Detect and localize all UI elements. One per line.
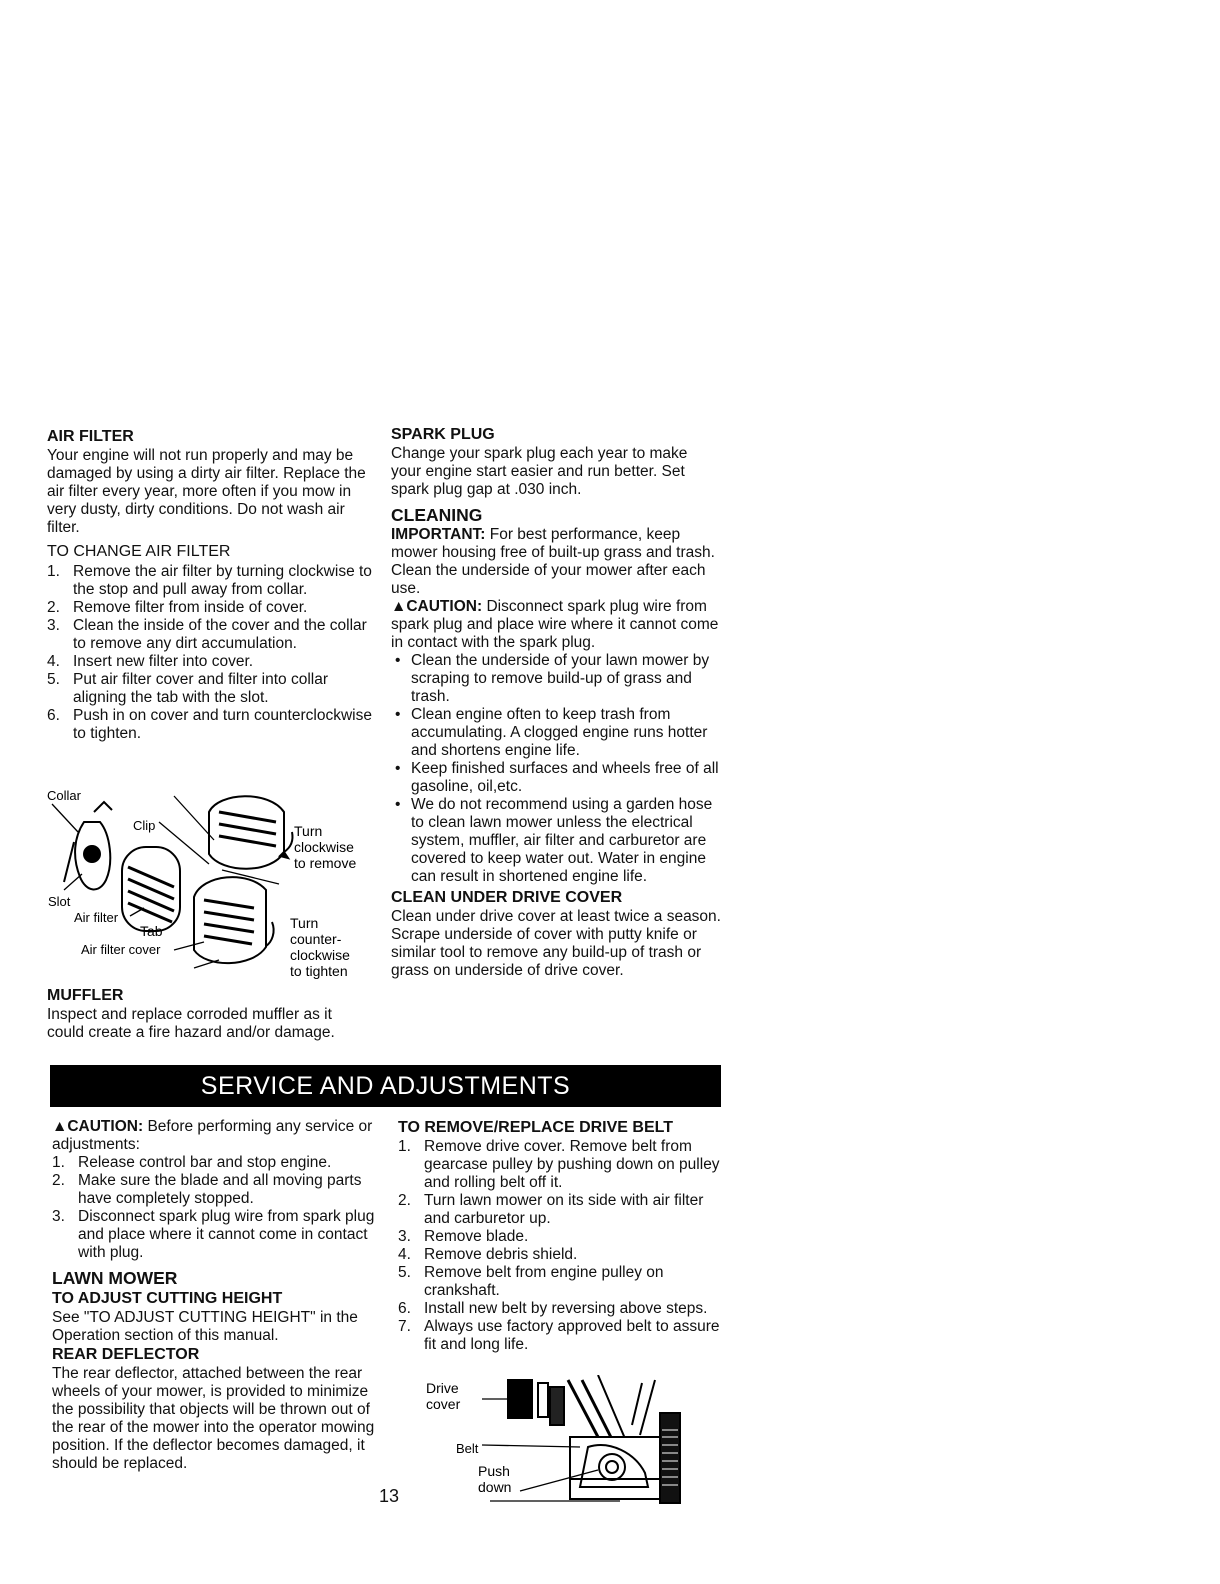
list-item (391, 706, 721, 760)
bullet-icon: • (395, 652, 401, 669)
list-item (52, 1172, 377, 1208)
muffler-heading: MUFFLER (47, 987, 124, 1004)
step-number: 1. (398, 1138, 411, 1155)
air-filter-diagram (44, 782, 374, 982)
bullet-text: Clean engine often to keep trash from accumulating. A clogged engine runs hotter and shortens engine life. (411, 706, 708, 759)
step-number: 2. (47, 599, 60, 616)
step-text: Remove debris shield. (424, 1246, 578, 1263)
caution-label: CAUTION: (67, 1118, 144, 1135)
list-item (391, 760, 721, 796)
list-item (391, 796, 721, 886)
list-item (398, 1192, 720, 1228)
rear-deflector-body: The rear deflector, attached between the rear wheels of your mower, is provided to minimize the possibility that objects will be thrown out of the rear of the mower into the operator mowing position. If the deflector becomes damaged, it should be replaced. (52, 1365, 375, 1472)
list-item (398, 1228, 720, 1246)
left-column-upper (47, 427, 373, 743)
label-turn-tighten-3: clockwise (290, 947, 350, 963)
step-text: Release control bar and stop engine. (78, 1154, 332, 1171)
step-text: Put air filter cover and filter into collar aligning the tab with the slot. (73, 671, 328, 706)
step-text: Push in on cover and turn counterclockwise to tighten. (73, 707, 372, 742)
cleaning-bullets (391, 652, 721, 886)
list-item (47, 599, 373, 617)
left-column-lower (52, 1118, 377, 1473)
label-air-filter: Air filter (74, 910, 119, 925)
step-text: Turn lawn mower on its side with air filter and carburetor up. (424, 1192, 704, 1227)
label-down: down (478, 1479, 512, 1495)
list-item (398, 1138, 720, 1192)
label-turn-tighten-1: Turn (290, 915, 319, 931)
label-turn-remove-3: to remove (294, 855, 357, 871)
step-number: 4. (398, 1246, 411, 1263)
air-filter-body: Your engine will not run properly and may be damaged by using a dirty air filter. Replace the air filter every year, more often if you mow in very dusty, dirty conditions. Do not wash air filter. (47, 447, 366, 536)
step-number: 5. (398, 1264, 411, 1281)
muffler-section (47, 986, 373, 1042)
bullet-text: Keep finished surfaces and wheels free of all gasoline, oil,etc. (411, 760, 719, 795)
bullet-text: Clean the underside of your lawn mower by scraping to remove build-up of grass and trash. (411, 652, 710, 705)
muffler-body: Inspect and replace corroded muffler as it could create a fire hazard and/or damage. (47, 1006, 335, 1041)
important-text: For best performance, keep mower housing free of built-up grass and trash. Clean the underside of your mower after each use. (391, 526, 715, 597)
step-text: Remove filter from inside of cover. (73, 599, 308, 616)
step-number: 4. (47, 653, 60, 670)
section-banner: SERVICE AND ADJUSTMENTS (50, 1065, 721, 1107)
cleaning-heading: CLEANING (391, 505, 483, 525)
list-item (391, 652, 721, 706)
step-text: Make sure the blade and all moving parts have completely stopped. (78, 1172, 362, 1207)
drive-belt-heading: TO REMOVE/REPLACE DRIVE BELT (398, 1119, 673, 1136)
service-steps (52, 1154, 377, 1262)
important-label: IMPORTANT: (391, 526, 486, 543)
service-caution (52, 1118, 377, 1154)
spark-plug-heading: SPARK PLUG (391, 426, 495, 443)
spark-plug-body: Change your spark plug each year to make your engine start easier and run better. Set spark plug gap at .030 inch. (391, 445, 688, 498)
label-collar: Collar (47, 788, 81, 803)
lawn-mower-heading: LAWN MOWER (52, 1268, 178, 1288)
step-number: 5. (47, 671, 60, 688)
list-item (47, 707, 373, 743)
label-turn-remove-2: clockwise (294, 839, 354, 855)
step-number: 1. (47, 563, 60, 580)
step-number: 3. (47, 617, 60, 634)
cutting-height-heading: TO ADJUST CUTTING HEIGHT (52, 1290, 283, 1307)
bullet-icon: • (395, 796, 401, 813)
step-text: Install new belt by reversing above steps. (424, 1300, 708, 1317)
list-item (398, 1318, 720, 1354)
caution-text: Disconnect spark plug wire from spark plug and place wire where it cannot come in contact with the spark plug. (391, 598, 719, 651)
label-push: Push (478, 1463, 510, 1479)
bullet-icon: • (395, 706, 401, 723)
step-text: Remove drive cover. Remove belt from gearcase pulley by pushing down on pulley and rolling belt off it. (424, 1138, 720, 1191)
drive-belt-diagram (420, 1375, 700, 1505)
step-number: 6. (47, 707, 60, 724)
air-filter-heading: AIR FILTER (47, 428, 134, 445)
list-item (47, 671, 373, 707)
list-item (398, 1246, 720, 1264)
bullet-text: We do not recommend using a garden hose to clean lawn mower unless the electrical system, muffler, air filter and carburetor are covered to keep water out. Water in engine can result in shortened engine life. (411, 796, 713, 885)
step-number: 6. (398, 1300, 411, 1317)
page-number: 13 (379, 1486, 400, 1506)
step-number: 1. (52, 1154, 65, 1171)
step-text: Remove belt from engine pulley on crankshaft. (424, 1264, 664, 1299)
drive-cover-body: Clean under drive cover at least twice a season. Scrape underside of cover with putty knife or similar tool to remove any build-up of trash or grass on underside of drive cover. (391, 908, 721, 979)
list-item (47, 617, 373, 653)
label-cover: cover (426, 1396, 461, 1412)
step-text: Disconnect spark plug wire from spark plug and place where it cannot come in contact with plug. (78, 1208, 375, 1261)
list-item (52, 1208, 377, 1262)
step-number: 3. (52, 1208, 65, 1225)
step-number: 7. (398, 1318, 411, 1335)
list-item (398, 1264, 720, 1300)
caution-icon: ▲ (391, 598, 407, 615)
step-number: 2. (398, 1192, 411, 1209)
change-air-filter-heading: TO CHANGE AIR FILTER (47, 543, 231, 560)
list-item (398, 1300, 720, 1318)
caution-icon: ▲ (52, 1118, 68, 1135)
step-text: Always use factory approved belt to assure fit and long life. (424, 1318, 720, 1353)
list-item (52, 1154, 377, 1172)
label-air-filter-cover: Air filter cover (81, 942, 161, 957)
bullet-icon: • (395, 760, 401, 777)
step-number: 2. (52, 1172, 65, 1189)
label-turn-tighten-4: to tighten (290, 963, 348, 979)
step-number: 3. (398, 1228, 411, 1245)
step-text: Insert new filter into cover. (73, 653, 254, 670)
label-clip: Clip (133, 818, 156, 833)
cutting-height-body: See "TO ADJUST CUTTING HEIGHT" in the Operation section of this manual. (52, 1309, 358, 1344)
right-column-upper (391, 425, 721, 980)
list-item (47, 653, 373, 671)
step-text: Clean the inside of the cover and the collar to remove any dirt accumulation. (73, 617, 367, 652)
label-slot: Slot (48, 894, 71, 909)
label-turn-tighten-2: counter- (290, 931, 342, 947)
label-tab: Tab (140, 923, 163, 939)
label-drive: Drive (426, 1380, 459, 1396)
step-text: Remove blade. (424, 1228, 529, 1245)
cleaning-important (391, 526, 721, 598)
step-text: Remove the air filter by turning clockwise to the stop and pull away from collar. (73, 563, 372, 598)
label-belt: Belt (456, 1441, 479, 1456)
drive-cover-heading: CLEAN UNDER DRIVE COVER (391, 889, 623, 906)
right-column-lower (398, 1118, 720, 1354)
cleaning-caution (391, 598, 721, 652)
drive-belt-steps (398, 1138, 720, 1354)
air-filter-steps (47, 563, 373, 743)
label-turn-remove-1: Turn (294, 823, 323, 839)
caution-label: CAUTION: (406, 598, 483, 615)
list-item (47, 563, 373, 599)
rear-deflector-heading: REAR DEFLECTOR (52, 1346, 200, 1363)
caution-text: Before performing any service or adjustments: (52, 1118, 373, 1153)
